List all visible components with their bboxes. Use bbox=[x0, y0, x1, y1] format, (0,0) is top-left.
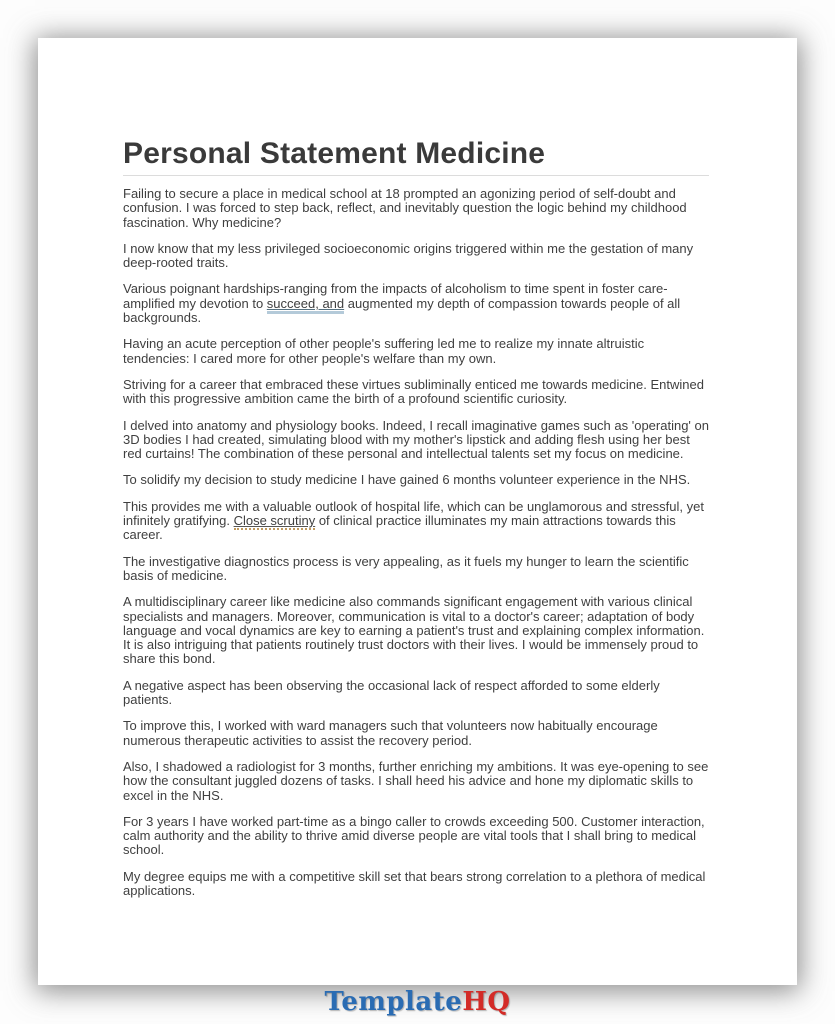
text-segment: of clinical practice illuminates my main attractions towards this career. bbox=[123, 513, 676, 543]
logo-template-text: Template bbox=[324, 987, 463, 1017]
text-segment: augmented my depth of compassion towards people of all backgrounds. bbox=[123, 295, 681, 326]
text-segment: Failing to secure a place in medical school at 18 prompted an agonizing period of self-doubt and confusion. I was forced to step back, reflect, and inevitably question the logic behind my childhood fascination. Why medicine? bbox=[123, 186, 687, 230]
logo-hq-text: HQ bbox=[462, 987, 511, 1017]
paragraph bbox=[123, 419, 709, 462]
paragraph bbox=[123, 242, 709, 271]
text-segment: The investigative diagnostics process is very appealing, as it fuels my hunger to learn the scientific basis of medicine. bbox=[123, 553, 689, 583]
document-body bbox=[123, 187, 709, 898]
paragraph bbox=[123, 473, 709, 487]
paragraph bbox=[123, 555, 709, 584]
text-segment: Striving for a career that embraced these virtues subliminally enticed me towards medicine. Entwined with this progressive ambition came the birth of a profound scientific curiosity. bbox=[123, 376, 704, 407]
grammar-marked-text: succeed, and bbox=[267, 296, 344, 314]
page-title: Personal Statement Medicine bbox=[123, 137, 546, 170]
templatehq-logo bbox=[0, 987, 835, 1017]
text-segment: This provides me with a valuable outlook of hospital life, which can be unglamorous and stressful, yet infinitely gratifying. bbox=[123, 498, 704, 529]
paragraph bbox=[123, 719, 709, 748]
text-segment: To solidify my decision to study medicine I have gained 6 months volunteer experience in the NHS. bbox=[123, 472, 691, 488]
paragraph bbox=[123, 815, 709, 858]
grammar-marked-text: Close scrutiny bbox=[233, 513, 316, 529]
document-page bbox=[38, 38, 797, 985]
paragraph bbox=[123, 760, 709, 803]
paragraph bbox=[123, 187, 709, 230]
text-segment: Various poignant hardships-ranging from the impacts of alcoholism to time spent in foster care-amplified my devotion to bbox=[123, 281, 668, 311]
paragraph bbox=[123, 870, 709, 899]
text-segment: Also, I shadowed a radiologist for 3 months, further enriching my ambitions. It was eye-opening to see how the consultant juggled dozens of tasks. I shall heed his advice and hone my diplomatic skills to excel in the NHS. bbox=[123, 758, 709, 803]
text-segment: Having an acute perception of other people's suffering led me to realize my innate altruistic tendencies: I cared more for other people's welfare than my own. bbox=[123, 336, 645, 366]
text-segment: A multidisciplinary career like medicine also commands significant engagement with various clinical specialists and managers. Moreover, communication is vital to a doctor's career; adaptation of body language and vocal dynamics are key to earning a patient's trust and explaining complex information. It is also intriguing that patients routinely trust doctors with their lives. I would be immensely proud to share this bond. bbox=[123, 594, 705, 667]
text-segment: My degree equips me with a competitive skill set that bears strong correlation to a plethora of medical applications. bbox=[123, 868, 706, 898]
title-divider bbox=[123, 175, 709, 176]
paragraph bbox=[123, 378, 709, 407]
text-segment: For 3 years I have worked part-time as a bingo caller to crowds exceeding 500. Customer interaction, calm authority and the ability to thrive amid diverse people are vital tools that I shall bring to medical school. bbox=[123, 813, 705, 858]
paragraph bbox=[123, 500, 709, 543]
text-segment: I delved into anatomy and physiology books. Indeed, I recall imaginative games such as 'operating' on 3D bodies I had created, simulating blood with my mother's lipstick and adding flesh using her best red curtains! The combination of these personal and intellectual talents set my focus on medicine. bbox=[123, 417, 709, 462]
text-segment: I now know that my less privileged socioeconomic origins triggered within me the gestation of many deep-rooted traits. bbox=[123, 240, 694, 271]
paragraph bbox=[123, 595, 709, 666]
text-segment: A negative aspect has been observing the occasional lack of respect afforded to some elderly patients. bbox=[123, 677, 660, 708]
paragraph bbox=[123, 679, 709, 708]
paragraph bbox=[123, 337, 709, 366]
paragraph bbox=[123, 282, 709, 325]
text-segment: To improve this, I worked with ward managers such that volunteers now habitually encourage numerous therapeutic activities to assist the recovery period. bbox=[123, 718, 658, 748]
